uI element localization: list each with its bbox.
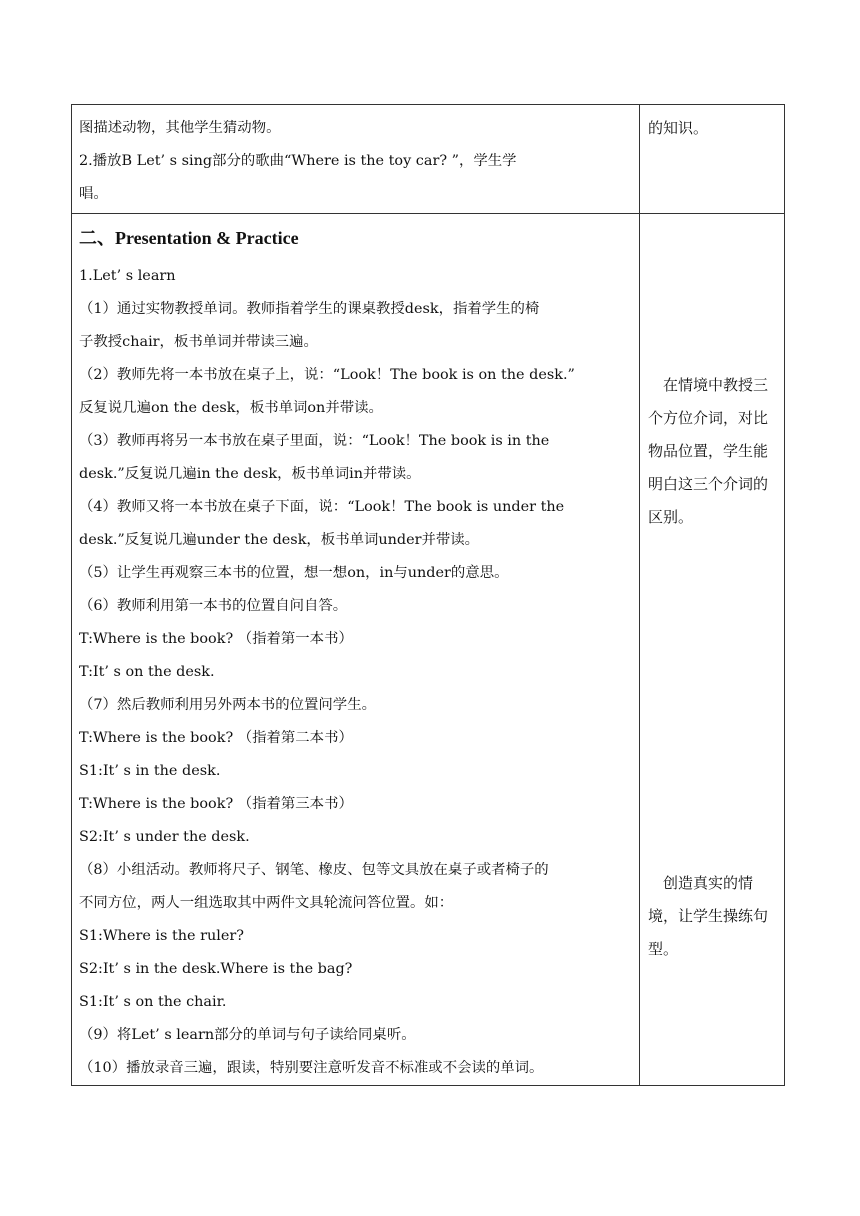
text-line: T:Where is the book? （指着第三本书） bbox=[79, 796, 353, 812]
text-line: （9）将Let’ s learn部分的单词与句子读给同桌听。 bbox=[79, 1027, 416, 1043]
text-line: （6）教师利用第一本书的位置自问自答。 bbox=[79, 598, 348, 614]
text-line: 子教授chair，板书单词并带读三遍。 bbox=[79, 334, 318, 350]
text-line: （7）然后教师利用另外两本书的位置问学生。 bbox=[79, 697, 376, 713]
text-line: T:Where is the book? （指着第一本书） bbox=[79, 631, 353, 647]
text-line: S2:It’ s under the desk. bbox=[79, 829, 250, 845]
text-line: S1:Where is the ruler? bbox=[79, 928, 244, 944]
purpose-text: 的知识。 bbox=[648, 119, 709, 137]
text-line: （1）通过实物教授单词。教师指着学生的课桌教授desk，指着学生的椅 bbox=[79, 301, 540, 317]
table-row bbox=[72, 214, 785, 1086]
text-line: desk.”反复说几遍in the desk，板书单词in并带读。 bbox=[79, 466, 421, 482]
purpose-note-practice: 创造真实的情境，让学生操练句型。 bbox=[648, 874, 769, 958]
text-line: S1:It’ s in the desk. bbox=[79, 763, 221, 779]
text-line: （4）教师又将一本书放在桌子下面，说：“Look！The book is under the bbox=[79, 499, 565, 515]
text-line: 唱。 bbox=[79, 186, 108, 202]
lesson-plan-table bbox=[71, 104, 785, 1086]
text-line: （8）小组活动。教师将尺子、钢笔、橡皮、包等文具放在桌子或者椅子的 bbox=[79, 862, 549, 878]
text-line: 反复说几遍on the desk，板书单词on并带读。 bbox=[79, 400, 383, 416]
table-row bbox=[72, 105, 785, 214]
text-line: 1.Let’ s learn bbox=[79, 268, 176, 284]
procedure-cell bbox=[72, 105, 640, 214]
text-line: （5）让学生再观察三本书的位置，想一想on，in与under的意思。 bbox=[79, 565, 509, 581]
text-line: （10）播放录音三遍，跟读，特别要注意听发音不标准或不会读的单词。 bbox=[79, 1060, 544, 1076]
section-heading: 二、Presentation & Practice bbox=[79, 228, 299, 248]
purpose-note-prepositions: 在情境中教授三个方位介词，对比物品位置，学生能明白这三个介词的区别。 bbox=[648, 376, 769, 526]
text-line: （3）教师再将另一本书放在桌子里面，说：“Look！The book is in the bbox=[79, 433, 550, 449]
text-line: S1:It’ s on the chair. bbox=[79, 994, 227, 1010]
purpose-cell bbox=[640, 214, 785, 1086]
text-line: T:It’ s on the desk. bbox=[79, 664, 215, 680]
text-line: 2.播放B Let’ s sing部分的歌曲“Where is the toy car? ”，学生学 bbox=[79, 153, 517, 169]
text-line: S2:It’ s in the desk.Where is the bag? bbox=[79, 961, 353, 977]
text-line: T:Where is the book? （指着第二本书） bbox=[79, 730, 353, 746]
text-line: 图描述动物，其他学生猜动物。 bbox=[79, 120, 281, 136]
procedure-cell bbox=[72, 214, 640, 1086]
text-line: 不同方位，两人一组选取其中两件文具轮流问答位置。如： bbox=[79, 895, 454, 911]
text-line: （2）教师先将一本书放在桌子上，说：“Look！The book is on the desk.” bbox=[79, 367, 575, 383]
purpose-cell bbox=[640, 105, 785, 214]
text-line: desk.”反复说几遍under the desk，板书单词under并带读。 bbox=[79, 532, 480, 548]
